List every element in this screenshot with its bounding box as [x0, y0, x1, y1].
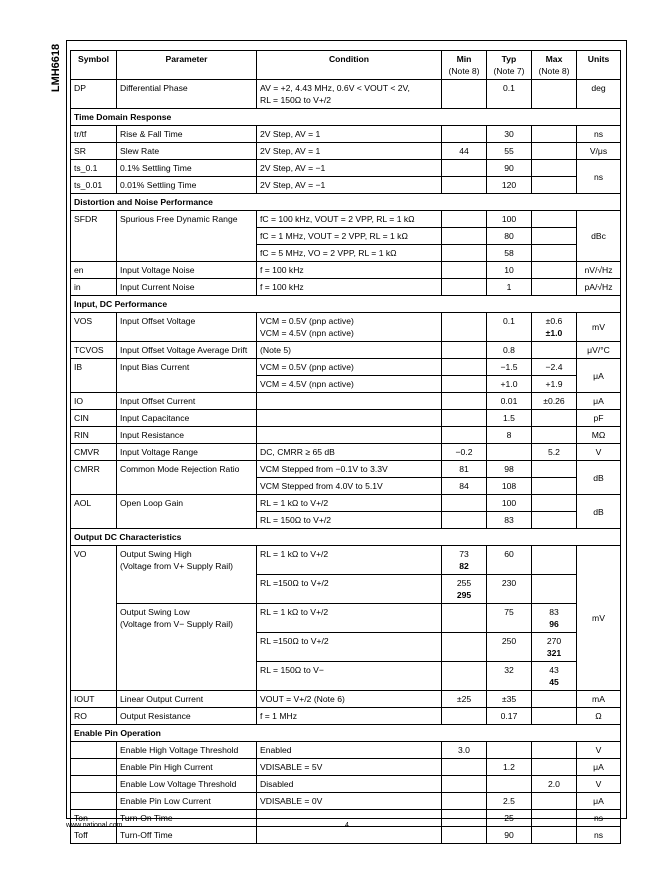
- min-cell: [442, 827, 487, 844]
- min-cell: [442, 427, 487, 444]
- min-cell: [442, 393, 487, 410]
- parameter-cell: Differential Phase: [117, 80, 257, 109]
- symbol-cell: ts_0.01: [71, 177, 117, 194]
- typ-cell: 108: [487, 478, 532, 495]
- condition-cell: f = 1 MHz: [257, 708, 442, 725]
- parameter-cell: Input Offset Current: [117, 393, 257, 410]
- condition-cell: 2V Step, AV = 1: [257, 126, 442, 143]
- min-cell: [442, 759, 487, 776]
- max-note: (Note 8): [538, 66, 570, 76]
- units-cell: ns: [577, 160, 621, 194]
- condition-cell: f = 100 kHz: [257, 279, 442, 296]
- min-note: (Note 8): [448, 66, 480, 76]
- condition-cell: VCM = 0.5V (pnp active): [257, 359, 442, 376]
- units-cell: pA/√Hz: [577, 279, 621, 296]
- footer-website: www.national.com: [66, 822, 123, 829]
- condition-cell: VOUT = V+/2 (Note 6): [257, 691, 442, 708]
- typ-cell: 55: [487, 143, 532, 160]
- symbol-cell: ts_0.1: [71, 160, 117, 177]
- condition-cell: 2V Step, AV = −1: [257, 177, 442, 194]
- parameter-cell: Turn-On Time: [117, 810, 257, 827]
- symbol-cell: [71, 759, 117, 776]
- condition-cell: (Note 5): [257, 342, 442, 359]
- min-cell: [442, 342, 487, 359]
- max-value: 83: [549, 607, 559, 617]
- max-value-temp: 96: [549, 619, 559, 629]
- table-row: [71, 342, 621, 359]
- section-header: [71, 296, 621, 313]
- parameter-cell: Input Offset Voltage: [117, 313, 257, 342]
- min-cell: [442, 495, 487, 512]
- symbol-cell: [71, 793, 117, 810]
- symbol-cell: SR: [71, 143, 117, 160]
- max-cell: 5.2: [532, 444, 577, 461]
- symbol-cell: CMRR: [71, 461, 117, 495]
- condition-cell: RL = 1 kΩ to V+/2: [257, 495, 442, 512]
- parameter-cell: Output Resistance: [117, 708, 257, 725]
- max-cell: [532, 313, 577, 342]
- typ-note: (Note 7): [493, 66, 525, 76]
- min-cell: [442, 633, 487, 662]
- table-row: [71, 495, 621, 512]
- units-cell: V: [577, 776, 621, 793]
- typ-cell: 75: [487, 604, 532, 633]
- section-title: Time Domain Response: [71, 109, 621, 126]
- min-cell: [442, 262, 487, 279]
- max-cell: [532, 742, 577, 759]
- typ-cell: 0.1: [487, 80, 532, 109]
- min-cell: [442, 575, 487, 604]
- symbol-cell: VOS: [71, 313, 117, 342]
- units-cell: mV: [577, 546, 621, 691]
- condition-line: VCM = 0.5V (pnp active): [260, 316, 354, 326]
- table-row: [71, 211, 621, 228]
- section-title: Output DC Characteristics: [71, 529, 621, 546]
- min-cell: [442, 410, 487, 427]
- min-cell: 81: [442, 461, 487, 478]
- units-cell: μA: [577, 359, 621, 393]
- part-number-side-title: [46, 38, 66, 98]
- units-cell: V: [577, 444, 621, 461]
- condition-cell: [257, 80, 442, 109]
- min-cell: [442, 662, 487, 691]
- condition-cell: fC = 1 MHz, VOUT = 2 VPP, RL = 1 kΩ: [257, 228, 442, 245]
- min-cell: [442, 245, 487, 262]
- parameter-line: (Voltage from V+ Supply Rail): [120, 561, 233, 571]
- min-cell: [442, 228, 487, 245]
- max-cell: [532, 461, 577, 478]
- symbol-cell: IB: [71, 359, 117, 393]
- parameter-line: Output Swing Low: [120, 607, 190, 617]
- typ-cell: 80: [487, 228, 532, 245]
- symbol-cell: AOL: [71, 495, 117, 529]
- table-row: [71, 827, 621, 844]
- units-cell: μA: [577, 393, 621, 410]
- typ-cell: [487, 444, 532, 461]
- parameter-cell: 0.1% Settling Time: [117, 160, 257, 177]
- typ-cell: 90: [487, 827, 532, 844]
- section-header: [71, 725, 621, 742]
- condition-line: VCM = 4.5V (npn active): [260, 328, 354, 338]
- parameter-cell: Input Capacitance: [117, 410, 257, 427]
- parameter-cell: Input Current Noise: [117, 279, 257, 296]
- max-cell: [532, 575, 577, 604]
- table-row: [71, 80, 621, 109]
- max-cell: [532, 177, 577, 194]
- min-cell: [442, 211, 487, 228]
- min-cell: [442, 512, 487, 529]
- symbol-cell: RO: [71, 708, 117, 725]
- typ-cell: 60: [487, 546, 532, 575]
- section-header: [71, 109, 621, 126]
- symbol-cell: Toff: [71, 827, 117, 844]
- table-row: [71, 444, 621, 461]
- typ-cell: 0.17: [487, 708, 532, 725]
- typ-cell: 2.5: [487, 793, 532, 810]
- parameter-line: Output Swing High: [120, 549, 192, 559]
- max-cell: [532, 245, 577, 262]
- typ-cell: ±35: [487, 691, 532, 708]
- condition-line: RL = 150Ω to V+/2: [260, 95, 332, 105]
- parameter-cell: 0.01% Settling Time: [117, 177, 257, 194]
- min-cell: [442, 793, 487, 810]
- condition-cell: [257, 827, 442, 844]
- max-cell: [532, 495, 577, 512]
- spec-table: [70, 50, 621, 844]
- section-title: Input, DC Performance: [71, 296, 621, 313]
- min-value-temp: 295: [456, 590, 472, 600]
- condition-cell: [257, 810, 442, 827]
- parameter-cell: Rise & Fall Time: [117, 126, 257, 143]
- typ-cell: 1: [487, 279, 532, 296]
- condition-cell: RL =150Ω to V+/2: [257, 575, 442, 604]
- typ-cell: 8: [487, 427, 532, 444]
- symbol-cell: IOUT: [71, 691, 117, 708]
- units-cell: μV/°C: [577, 342, 621, 359]
- min-cell: [442, 604, 487, 633]
- typ-cell: 100: [487, 495, 532, 512]
- table-row: [71, 410, 621, 427]
- units-cell: μA: [577, 759, 621, 776]
- min-cell: ±25: [442, 691, 487, 708]
- parameter-cell: Enable High Voltage Threshold: [117, 742, 257, 759]
- units-cell: dB: [577, 495, 621, 529]
- min-label: Min: [456, 54, 472, 64]
- condition-cell: fC = 100 kHz, VOUT = 2 VPP, RL = 1 kΩ: [257, 211, 442, 228]
- max-cell: [532, 342, 577, 359]
- units-cell: mV: [577, 313, 621, 342]
- units-cell: MΩ: [577, 427, 621, 444]
- table-row: [71, 126, 621, 143]
- units-cell: nV/√Hz: [577, 262, 621, 279]
- symbol-cell: [71, 742, 117, 759]
- table-row: [71, 359, 621, 376]
- typ-cell: 100: [487, 211, 532, 228]
- units-cell: μA: [577, 793, 621, 810]
- min-cell: [442, 810, 487, 827]
- units-cell: deg: [577, 80, 621, 109]
- parameter-cell: [117, 546, 257, 604]
- section-title: Enable Pin Operation: [71, 725, 621, 742]
- header-symbol: Symbol: [71, 51, 117, 80]
- typ-cell: 98: [487, 461, 532, 478]
- max-value-temp: 321: [546, 648, 562, 658]
- table-row: [71, 177, 621, 194]
- min-value: 255: [456, 578, 472, 588]
- parameter-cell: Input Offset Voltage Average Drift: [117, 342, 257, 359]
- footer-page-number: 4: [345, 822, 349, 829]
- typ-cell: [487, 776, 532, 793]
- units-cell: V/μs: [577, 143, 621, 160]
- units-cell: pF: [577, 410, 621, 427]
- typ-cell: 1.2: [487, 759, 532, 776]
- max-cell: [532, 708, 577, 725]
- typ-label: Typ: [501, 54, 517, 64]
- typ-cell: 83: [487, 512, 532, 529]
- table-row: [71, 279, 621, 296]
- max-cell: [532, 143, 577, 160]
- min-cell: [442, 776, 487, 793]
- typ-cell: [487, 742, 532, 759]
- max-value: ±0.6: [545, 316, 563, 326]
- symbol-cell: DP: [71, 80, 117, 109]
- condition-cell: [257, 410, 442, 427]
- condition-cell: f = 100 kHz: [257, 262, 442, 279]
- parameter-cell: Turn-Off Time: [117, 827, 257, 844]
- max-cell: [532, 427, 577, 444]
- max-cell: [532, 691, 577, 708]
- symbol-cell: in: [71, 279, 117, 296]
- condition-cell: RL = 150Ω to V−: [257, 662, 442, 691]
- parameter-cell: Input Voltage Range: [117, 444, 257, 461]
- symbol-cell: en: [71, 262, 117, 279]
- typ-cell: 30: [487, 126, 532, 143]
- min-cell: [442, 376, 487, 393]
- max-cell: [532, 211, 577, 228]
- symbol-cell: [71, 776, 117, 793]
- table-row: [71, 143, 621, 160]
- min-cell: [442, 160, 487, 177]
- table-row: [71, 708, 621, 725]
- max-value-temp: ±1.0: [545, 328, 563, 338]
- units-cell: ns: [577, 810, 621, 827]
- max-cell: [532, 160, 577, 177]
- max-value-temp: 45: [549, 677, 559, 687]
- condition-cell: VCM Stepped from 4.0V to 5.1V: [257, 478, 442, 495]
- typ-cell: 32: [487, 662, 532, 691]
- table-row: [71, 604, 621, 633]
- typ-cell: 0.1: [487, 313, 532, 342]
- typ-cell: 250: [487, 633, 532, 662]
- min-cell: [442, 126, 487, 143]
- condition-cell: DC, CMRR ≥ 65 dB: [257, 444, 442, 461]
- min-cell: [442, 177, 487, 194]
- table-row: [71, 759, 621, 776]
- condition-cell: fC = 5 MHz, VO = 2 VPP, RL = 1 kΩ: [257, 245, 442, 262]
- min-cell: 3.0: [442, 742, 487, 759]
- min-cell: 44: [442, 143, 487, 160]
- condition-cell: [257, 427, 442, 444]
- max-cell: [532, 279, 577, 296]
- symbol-cell: CIN: [71, 410, 117, 427]
- max-cell: −2.4: [532, 359, 577, 376]
- max-cell: +1.9: [532, 376, 577, 393]
- max-cell: [532, 262, 577, 279]
- symbol-cell: tr/tf: [71, 126, 117, 143]
- min-cell: 84: [442, 478, 487, 495]
- parameter-cell: [117, 604, 257, 691]
- symbol-cell: VO: [71, 546, 117, 691]
- parameter-cell: Linear Output Current: [117, 691, 257, 708]
- condition-cell: [257, 393, 442, 410]
- max-cell: [532, 604, 577, 633]
- units-cell: dBc: [577, 211, 621, 262]
- min-cell: [442, 708, 487, 725]
- typ-cell: 58: [487, 245, 532, 262]
- symbol-cell: SFDR: [71, 211, 117, 262]
- min-value-temp: 82: [459, 561, 469, 571]
- max-cell: [532, 827, 577, 844]
- typ-cell: 10: [487, 262, 532, 279]
- units-cell: ns: [577, 126, 621, 143]
- condition-cell: RL = 150Ω to V+/2: [257, 512, 442, 529]
- typ-cell: +1.0: [487, 376, 532, 393]
- parameter-line: (Voltage from V− Supply Rail): [120, 619, 233, 629]
- condition-cell: RL = 1 kΩ to V+/2: [257, 546, 442, 575]
- condition-cell: VDISABLE = 0V: [257, 793, 442, 810]
- typ-cell: 25: [487, 810, 532, 827]
- condition-cell: Enabled: [257, 742, 442, 759]
- typ-cell: 120: [487, 177, 532, 194]
- condition-cell: Disabled: [257, 776, 442, 793]
- condition-line: AV = +2, 4.43 MHz, 0.6V < VOUT < 2V,: [260, 83, 410, 93]
- section-title: Distortion and Noise Performance: [71, 194, 621, 211]
- units-cell: ns: [577, 827, 621, 844]
- header-max: [532, 51, 577, 80]
- symbol-cell: CMVR: [71, 444, 117, 461]
- max-cell: ±0.26: [532, 393, 577, 410]
- max-cell: 2.0: [532, 776, 577, 793]
- table-row: [71, 427, 621, 444]
- parameter-cell: Slew Rate: [117, 143, 257, 160]
- max-cell: [532, 759, 577, 776]
- min-value: 73: [459, 549, 469, 559]
- min-cell: [442, 80, 487, 109]
- condition-cell: [257, 313, 442, 342]
- table-row: [71, 313, 621, 342]
- max-cell: [532, 512, 577, 529]
- table-row: [71, 393, 621, 410]
- table-row: [71, 691, 621, 708]
- max-value: 270: [546, 636, 562, 646]
- max-cell: [532, 793, 577, 810]
- table-row: [71, 793, 621, 810]
- min-cell: [442, 359, 487, 376]
- max-cell: [532, 633, 577, 662]
- header-units: Units: [577, 51, 621, 80]
- parameter-cell: Common Mode Rejection Ratio: [117, 461, 257, 495]
- condition-cell: RL =150Ω to V+/2: [257, 633, 442, 662]
- min-cell: −0.2: [442, 444, 487, 461]
- condition-cell: VCM Stepped from −0.1V to 3.3V: [257, 461, 442, 478]
- symbol-cell: TCVOS: [71, 342, 117, 359]
- typ-cell: 230: [487, 575, 532, 604]
- max-label: Max: [545, 54, 563, 64]
- max-cell: [532, 810, 577, 827]
- units-cell: mA: [577, 691, 621, 708]
- table-row: [71, 160, 621, 177]
- max-cell: [532, 228, 577, 245]
- condition-cell: VDISABLE = 5V: [257, 759, 442, 776]
- header-row: [71, 51, 621, 80]
- parameter-cell: Enable Low Voltage Threshold: [117, 776, 257, 793]
- typ-cell: 1.5: [487, 410, 532, 427]
- typ-cell: 0.01: [487, 393, 532, 410]
- min-cell: [442, 313, 487, 342]
- header-parameter: Parameter: [117, 51, 257, 80]
- units-cell: V: [577, 742, 621, 759]
- max-cell: [532, 126, 577, 143]
- max-cell: [532, 662, 577, 691]
- min-cell: [442, 279, 487, 296]
- table-row: [71, 742, 621, 759]
- max-cell: [532, 80, 577, 109]
- parameter-cell: Input Bias Current: [117, 359, 257, 393]
- parameter-cell: Spurious Free Dynamic Range: [117, 211, 257, 262]
- min-cell: [442, 546, 487, 575]
- table-row: [71, 262, 621, 279]
- header-typ: [487, 51, 532, 80]
- part-number: LMH6618: [50, 43, 62, 93]
- condition-cell: 2V Step, AV = −1: [257, 160, 442, 177]
- condition-cell: 2V Step, AV = 1: [257, 143, 442, 160]
- condition-cell: RL = 1 kΩ to V+/2: [257, 604, 442, 633]
- section-header: [71, 529, 621, 546]
- table-row: [71, 461, 621, 478]
- parameter-cell: Input Voltage Noise: [117, 262, 257, 279]
- symbol-cell: IO: [71, 393, 117, 410]
- symbol-cell: RIN: [71, 427, 117, 444]
- typ-cell: −1.5: [487, 359, 532, 376]
- max-cell: [532, 410, 577, 427]
- typ-cell: 90: [487, 160, 532, 177]
- max-cell: [532, 478, 577, 495]
- parameter-cell: Input Resistance: [117, 427, 257, 444]
- max-cell: [532, 546, 577, 575]
- header-min: [442, 51, 487, 80]
- typ-cell: 0.8: [487, 342, 532, 359]
- condition-cell: VCM = 4.5V (npn active): [257, 376, 442, 393]
- parameter-cell: Enable Pin High Current: [117, 759, 257, 776]
- max-value: 43: [549, 665, 559, 675]
- section-header: [71, 194, 621, 211]
- units-cell: dB: [577, 461, 621, 495]
- symbol-cell: Ton: [71, 810, 117, 827]
- table-row: [71, 546, 621, 575]
- table-row: [71, 776, 621, 793]
- parameter-cell: Enable Pin Low Current: [117, 793, 257, 810]
- parameter-cell: Open Loop Gain: [117, 495, 257, 529]
- header-condition: Condition: [257, 51, 442, 80]
- units-cell: Ω: [577, 708, 621, 725]
